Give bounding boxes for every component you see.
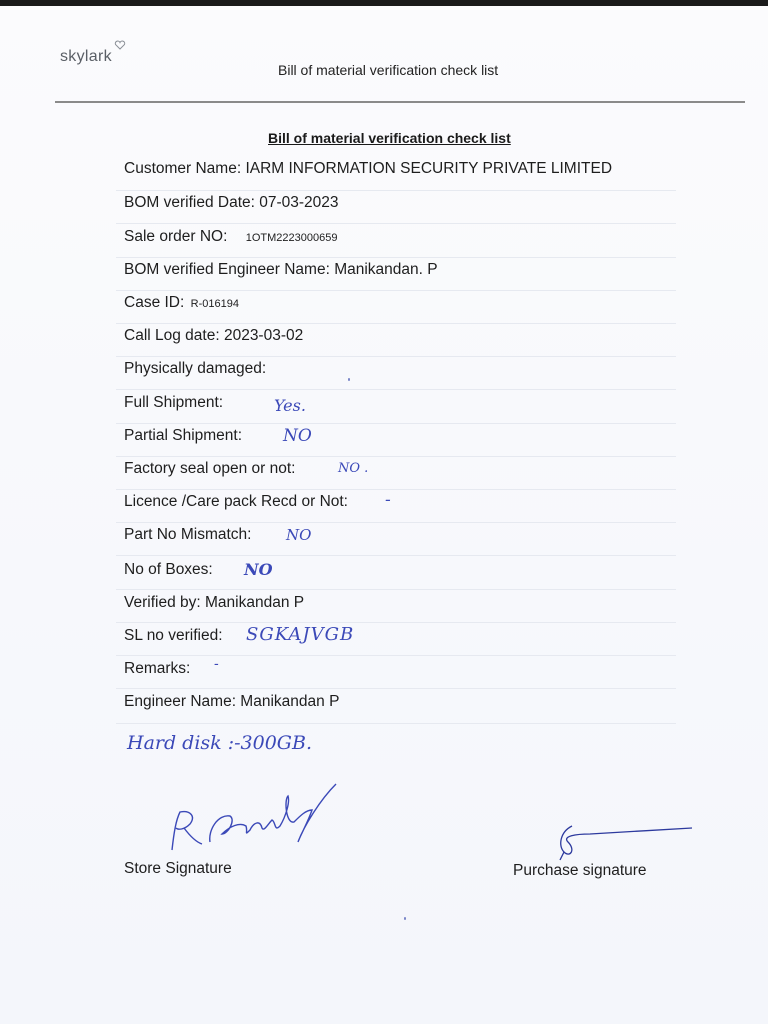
field-rule xyxy=(116,423,676,424)
header-divider xyxy=(55,101,745,103)
case-id-field xyxy=(124,294,239,312)
company-logo: skylark xyxy=(60,48,112,65)
handwritten-note: Hard disk :-300GB. xyxy=(127,732,312,754)
licence-handwritten: - xyxy=(385,490,391,510)
field-rule xyxy=(116,688,676,689)
field-rule xyxy=(116,489,676,490)
store-signature-label: Store Signature xyxy=(124,860,232,877)
no-of-boxes-field: No of Boxes: xyxy=(124,561,213,578)
remarks-field: Remarks: xyxy=(124,660,191,677)
scan-top-edge xyxy=(0,0,768,6)
physically-damaged-field: Physically damaged: xyxy=(124,360,267,377)
sale-order-label: Sale order NO: xyxy=(124,228,228,245)
field-rule xyxy=(116,622,676,623)
sl-no-verified-field: SL no verified: xyxy=(124,627,223,644)
store-signature-image xyxy=(160,770,350,860)
field-rule xyxy=(116,389,676,390)
customer-name-field: Customer Name: IARM INFORMATION SECURITY PRIVATE LIMITED xyxy=(124,160,613,177)
field-rule xyxy=(116,257,676,258)
partial-shipment-field: Partial Shipment: xyxy=(124,427,243,444)
ink-speck xyxy=(348,378,350,381)
sale-order-value: 1OTM2223000659 xyxy=(245,232,338,244)
part-no-mismatch-handwritten: NO xyxy=(286,526,312,544)
full-shipment-handwritten: Yes. xyxy=(274,396,306,415)
field-rule xyxy=(116,356,676,357)
partial-shipment-handwritten: NO xyxy=(283,426,312,446)
header-title: Bill of material verification check list xyxy=(278,62,499,78)
field-rule xyxy=(116,323,676,324)
field-rule xyxy=(116,655,676,656)
field-rule xyxy=(116,589,676,590)
sl-no-verified-handwritten: SGKAJVGB xyxy=(246,624,355,645)
call-log-date-field: Call Log date: 2023-03-02 xyxy=(124,327,304,344)
ink-speck xyxy=(404,917,406,920)
case-id-label: Case ID: xyxy=(124,294,185,311)
full-shipment-field: Full Shipment: xyxy=(124,394,224,411)
factory-seal-field: Factory seal open or not: xyxy=(124,460,296,477)
field-rule xyxy=(116,290,676,291)
bom-verified-date-field: BOM verified Date: 07-03-2023 xyxy=(124,194,339,211)
case-id-value: R-016194 xyxy=(190,298,239,310)
purchase-signature-label: Purchase signature xyxy=(513,862,647,879)
field-rule xyxy=(116,190,676,191)
verified-by-field: Verified by: Manikandan P xyxy=(124,594,305,611)
sale-order-field xyxy=(124,228,337,246)
logo-heart-icon xyxy=(114,40,126,50)
remarks-handwritten: - xyxy=(214,656,219,672)
field-rule xyxy=(116,555,676,556)
field-rule xyxy=(116,223,676,224)
field-rule xyxy=(116,522,676,523)
no-of-boxes-handwritten: NO xyxy=(244,560,273,579)
part-no-mismatch-field: Part No Mismatch: xyxy=(124,526,252,543)
bom-engineer-field: BOM verified Engineer Name: Manikandan. P xyxy=(124,261,438,278)
purchase-signature-image xyxy=(550,822,700,867)
field-rule xyxy=(116,723,676,724)
document-title: Bill of material verification check list xyxy=(268,130,511,146)
field-rule xyxy=(116,456,676,457)
licence-field: Licence /Care pack Recd or Not: xyxy=(124,493,348,510)
factory-seal-handwritten: NO . xyxy=(338,461,369,476)
engineer-name-field: Engineer Name: Manikandan P xyxy=(124,693,340,710)
